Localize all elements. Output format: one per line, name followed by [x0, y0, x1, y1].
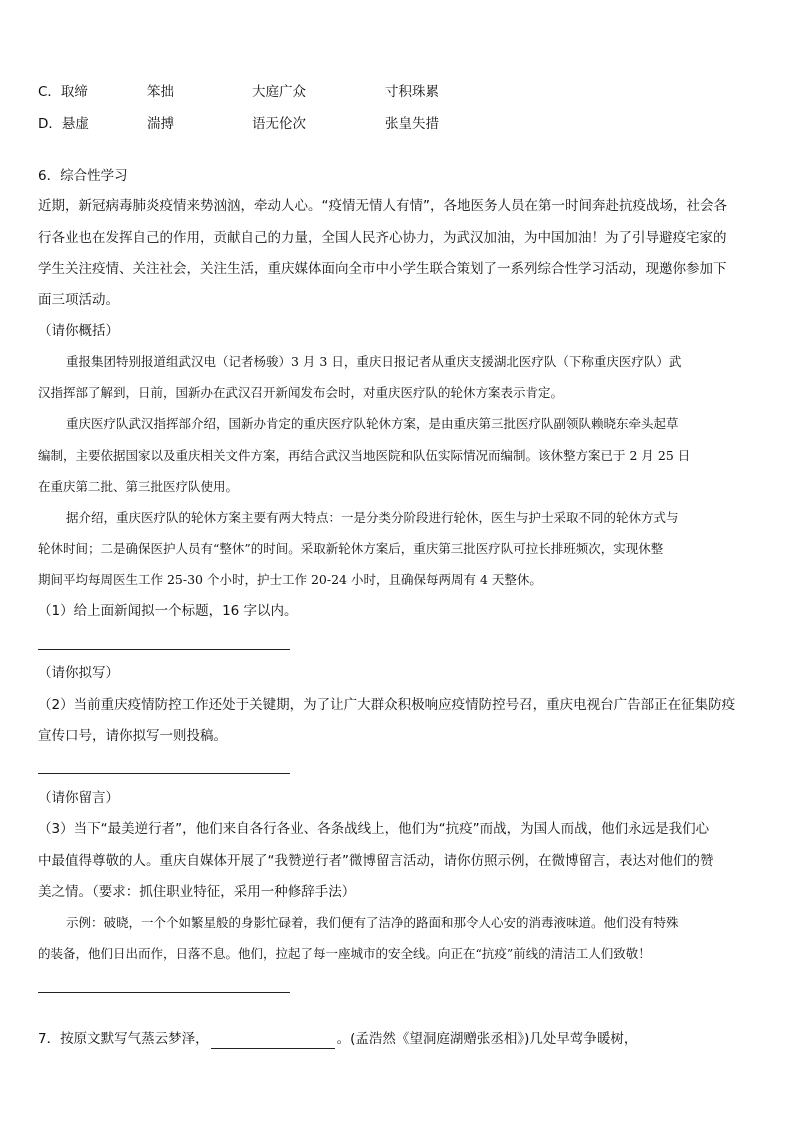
news-paragraph-line: 据介绍，重庆医疗队的轮休方案主要有两大特点：一是分类分阶段进行轮休，医生与护士采取不同的轮休方式与 [66, 510, 679, 525]
sub-question-2-line: （2）当前重庆疫情防控工作还处于关键期，为了让广大群众积极响应疫情防控号召，重庆电视台广告部正在征集防疫 [38, 697, 736, 713]
option-c-word4: 寸积珠累 [385, 84, 439, 100]
section-write-heading: （请你拟写） [38, 665, 119, 681]
news-paragraph-line: 编制，主要依据国家以及重庆相关文件方案，再结合武汉当地医院和队伍实际情况而编制。该休整方案已于 2 月 25 日 [38, 448, 691, 463]
question-7 [38, 1029, 758, 1049]
news-paragraph-line: 重报集团特别报道组武汉电（记者杨骏）3 月 3 日，重庆日报记者从重庆支援湖北医疗队（下称重庆医疗队）武 [66, 354, 682, 369]
example-line: 示例：破晓，一个个如繁星般的身影忙碌着，我们便有了洁净的路面和那令人心安的消毒液味道。他们没有特殊 [66, 915, 679, 930]
answer-blank-3[interactable] [38, 992, 290, 993]
section-summarize-heading: （请你概括） [38, 323, 119, 339]
option-c-word2: 笨拙 [147, 84, 174, 100]
news-paragraph-line: 重庆医疗队武汉指挥部介绍，国新办肯定的重庆医疗队轮休方案，是由重庆第三批医疗队副领队赖晓东牵头起草 [66, 416, 679, 431]
sub-question-3-line: 中最值得尊敬的人。重庆自媒体开展了“我赞逆行者”微博留言活动，请你仿照示例，在微博留言，表达对他们的赞 [38, 853, 714, 869]
sub-question-2-line: 宣传口号，请你拟写一则投稿。 [38, 728, 227, 744]
sub-question-1: （1）给上面新闻拟一个标题，16 字以内。 [38, 603, 298, 619]
option-d-word3: 语无伦次 [252, 116, 306, 132]
section-message-heading: （请你留言） [38, 790, 119, 806]
intro-line: 学生关注疫情、关注社会，关注生活，重庆媒体面向全市中小学生联合策划了一系列综合性学习活动，现邀你参加下 [38, 261, 727, 277]
option-c-word3: 大庭广众 [252, 84, 306, 100]
sub-question-3-line: （3）当下“最美逆行者”，他们来自各行各业、各条战线上，他们为“抗疫”而战，为国人而战，他们永远是我们心 [38, 821, 710, 837]
intro-line: 面三项活动。 [38, 292, 119, 308]
answer-blank-q7[interactable] [211, 1034, 335, 1049]
option-d-letter: D．悬虚 [38, 116, 89, 132]
option-d-word4: 张皇失措 [385, 116, 439, 132]
question-7-text-before: 7．按原文默写气蒸云梦泽， [38, 1031, 209, 1047]
news-paragraph-line: 轮休时间；二是确保医护人员有“整休”的时间。采取新轮休方案后，重庆第三批医疗队可拉长排班频次，实现休整 [38, 541, 664, 556]
answer-blank-2[interactable] [38, 773, 290, 774]
news-paragraph-line: 期间平均每周医生工作 25-30 个小时，护士工作 20-24 小时，且确保每两周有 4 天整休。 [38, 572, 542, 587]
question-6-title: 6．综合性学习 [38, 168, 128, 184]
intro-line: 近期，新冠病毒肺炎疫情来势汹汹，牵动人心。“疫情无情人有情”，各地医务人员在第一时间奔赴抗疫战场，社会各 [38, 198, 727, 214]
news-paragraph-line: 汉指挥部了解到，日前，国新办在武汉召开新闻发布会时，对重庆医疗队的轮休方案表示肯定。 [38, 385, 564, 400]
question-7-text-after: 。(孟浩然《望洞庭湖赠张丞相》)几处早莺争暖树， [336, 1031, 638, 1047]
sub-question-3-line: 美之情。（要求：抓住职业特征，采用一种修辞手法） [38, 884, 356, 900]
news-paragraph-line: 在重庆第二批、第三批医疗队使用。 [38, 479, 239, 494]
answer-blank-1[interactable] [38, 649, 290, 650]
option-c-letter: C．取缔 [38, 84, 88, 100]
option-d-word2: 湍搏 [147, 116, 174, 132]
intro-line: 行各业也在发挥自己的作用，贡献自己的力量，全国人民齐心协力，为武汉加油，为中国加油！为了引导避疫宅家的 [38, 230, 727, 246]
example-line: 的装备，他们日出而作，日落不息。他们，拉起了每一座城市的安全线。向正在“抗疫”前线的清洁工人们致敬！ [38, 946, 651, 961]
